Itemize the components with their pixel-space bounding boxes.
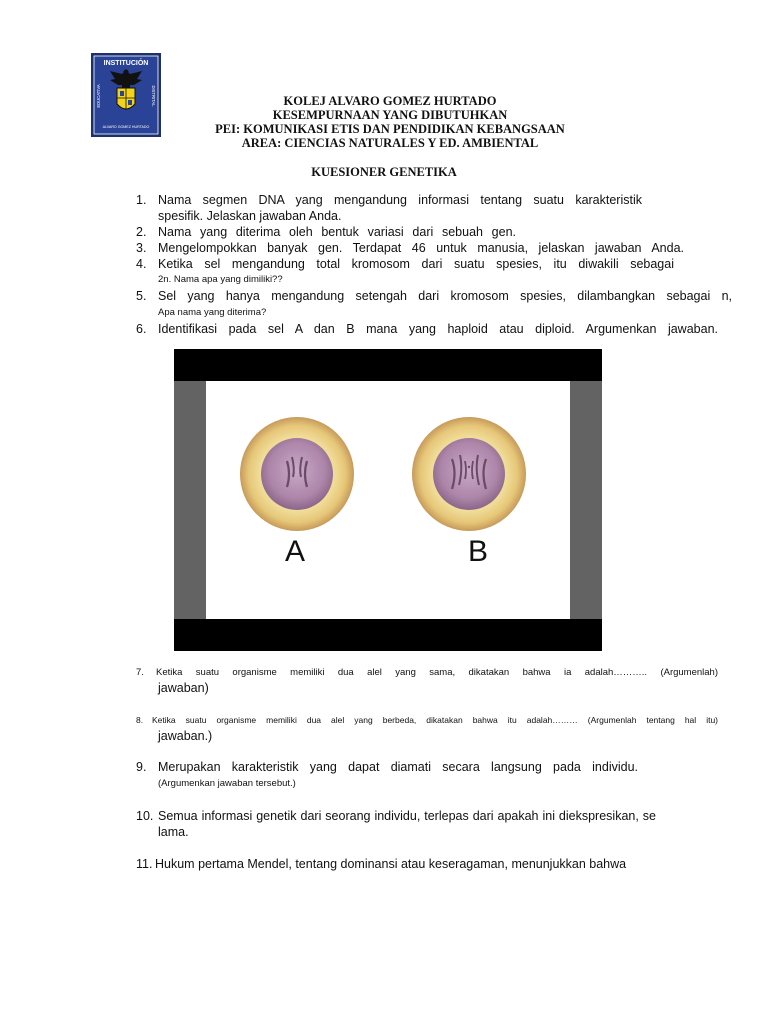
question-text: Semua informasi genetik dari seorang individu, terlepas dari apakah ini diekspresikan, se (158, 809, 656, 823)
school-name: KOLEJ ALVARO GOMEZ HURTADO (283, 94, 497, 108)
logo-text-left: EDUCATIVA (96, 84, 101, 108)
cell-a-label: A (284, 535, 306, 568)
logo-text-right: DISTRITAL (151, 85, 156, 107)
cell-figure (174, 349, 602, 651)
cell-b-label: B (467, 535, 489, 568)
questionnaire-title: KUESIONER GENETIKA (311, 165, 457, 179)
logo-text-bottom: ALVARO GOMEZ HURTADO (102, 125, 150, 129)
question-text: Nama segmen DNA yang mengandung informasi tentang suatu karakteristik (158, 193, 642, 207)
cell-a (240, 417, 354, 531)
school-header (120, 94, 660, 150)
logo-text-top: INSTITUCIÓN (103, 60, 149, 67)
question-text: Sel yang hanya mengandung setengah dari kromosom spesies, dilambangkan sebagai n, (158, 289, 732, 303)
school-motto: KESEMPURNAAN YANG DIBUTUHKAN (272, 108, 508, 122)
pei-line: PEI: KOMUNIKASI ETIS DAN PENDIDIKAN KEBANGSAAN (215, 122, 565, 136)
question-text: Mengelompokkan banyak gen. Terdapat 46 untuk manusia, jelaskan jawaban Anda. (158, 241, 684, 255)
question-text: Ketika suatu organisme memiliki dua alel yang sama, dikatakan bahwa ia adalah……….. (Argumenlah) (156, 667, 718, 678)
question-subtext: 2n. Nama apa yang dimiliki?? (158, 274, 283, 285)
question-subtext: (Argumenkan jawaban tersebut.) (158, 778, 296, 789)
question-text: Merupakan karakteristik yang dapat diamati secara langsung pada individu. (158, 760, 638, 774)
question-text: Hukum pertama Mendel, tentang dominansi atau keseragaman, menunjukkan bahwa (155, 857, 627, 871)
question-subtext: spesifik. Jelaskan jawaban Anda. (158, 209, 342, 223)
cell-b (412, 417, 526, 531)
question-subtext: lama. (158, 825, 189, 839)
question-text: Ketika suatu organisme memiliki dua alel yang berbeda, dikatakan bahwa itu adalah……… (Argumenlah tentang hal itu) (152, 715, 718, 725)
question-text: Nama yang diterima oleh bentuk variasi dari sebuah gen. (158, 225, 516, 239)
question-subtext: jawaban) (158, 681, 209, 695)
question-subtext: jawaban.) (158, 729, 213, 743)
question-text: Identifikasi pada sel A dan B mana yang haploid atau diploid. Argumenkan jawaban. (158, 322, 718, 336)
area-line: AREA: CIENCIAS NATURALES Y ED. AMBIENTAL (241, 136, 539, 150)
question-text: Ketika sel mengandung total kromosom dari suatu spesies, itu diwakili sebagai (158, 257, 674, 271)
question-subtext: Apa nama yang diterima? (158, 307, 267, 318)
